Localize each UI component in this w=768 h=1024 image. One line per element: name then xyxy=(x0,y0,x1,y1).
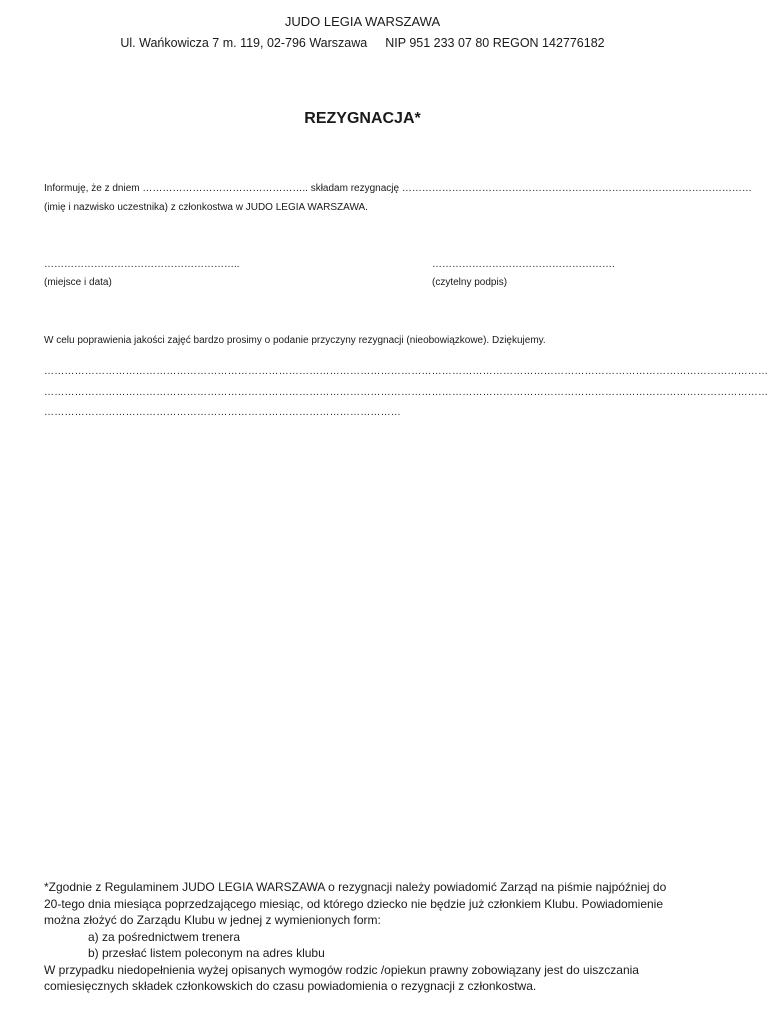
org-address-line xyxy=(0,36,725,50)
statement-membership-line: (imię i nazwisko uczestnika) z członkostwa w JUDO LEGIA WARSZAWA. xyxy=(44,202,368,213)
reason-line-1: …………………………………………………………………………………………………………………………………………………………………………………………… xyxy=(44,366,768,377)
org-name: JUDO LEGIA WARSZAWA xyxy=(284,14,441,29)
footnote-intro: *Zgodnie z Regulaminem JUDO LEGIA WARSZAWA o rezygnacji należy powiadomić Zarząd na piśmie najpóźniej do 20-tego dnia miesiąca poprzedzającego miesiąc, od którego dziecko nie będzie już członkiem Klubu. Powiadomienie można złożyć do Zarządu Klubu w jednej z wymienionych form: xyxy=(44,880,667,927)
statement-date-and-name-line: Informuję, że z dniem ………………………………………….. składam rezygnację …………………………………………………………………………………………… xyxy=(44,183,752,194)
org-address: Ul. Wańkowicza 7 m. 119, 02-796 Warszawa xyxy=(120,36,368,50)
document-title: REZYGNACJA* xyxy=(304,110,421,127)
reason-line-3: …………………………………………………………………………………………… xyxy=(44,407,401,418)
place-date-label: (miejsce i data) xyxy=(44,277,112,288)
place-date-field: ………………………………………………….. xyxy=(44,259,240,270)
footnote xyxy=(44,879,684,995)
org-tax-ids: NIP 951 233 07 80 REGON 142776182 xyxy=(385,36,605,50)
signature-field: ………………………………………………. xyxy=(432,259,615,270)
footnote-option-a: a) za pośrednictwem trenera xyxy=(88,929,241,944)
reason-line-2: …………………………………………………………………………………………………………………………………………………………………………………………… xyxy=(44,387,768,398)
footnote-closing: W przypadku niedopełnienia wyżej opisanych wymogów rodzic /opiekun prawny zobowiązany jest do uiszczania comiesięcznych składek członkowskich do czasu powiadomienia o rezygnacji z członkostwa. xyxy=(44,962,639,993)
reason-request-text: W celu poprawienia jakości zajęć bardzo prosimy o podanie przyczyny rezygnacji (nieobowiązkowe). Dziękujemy. xyxy=(44,335,546,346)
footnote-option-b: b) przesłać listem poleconym na adres klubu xyxy=(88,946,325,960)
signature-label: (czytelny podpis) xyxy=(432,277,508,288)
